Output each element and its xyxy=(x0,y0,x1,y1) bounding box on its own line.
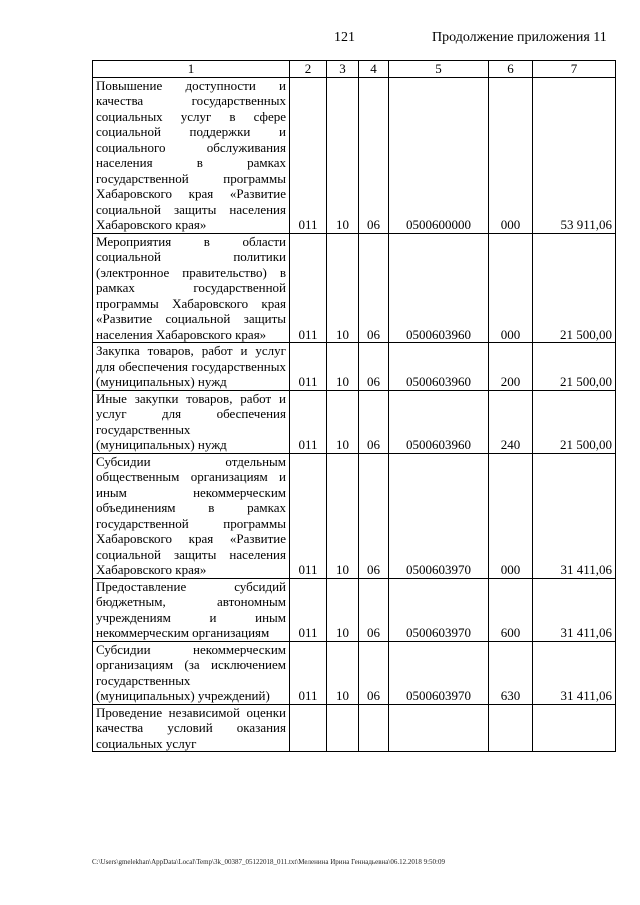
table-row xyxy=(93,453,616,578)
subsection-code: 06 xyxy=(359,641,389,704)
section-code xyxy=(327,704,359,752)
section-code: 10 xyxy=(327,390,359,453)
page-number: 121 xyxy=(334,30,355,45)
table-row xyxy=(93,233,616,343)
section-code: 10 xyxy=(327,453,359,578)
ministry-code: 011 xyxy=(290,453,327,578)
amount: 31 411,06 xyxy=(533,641,616,704)
expense-type-code: 240 xyxy=(489,390,533,453)
target-article-code: 0500600000 xyxy=(389,77,489,233)
expense-type-code: 630 xyxy=(489,641,533,704)
expense-type-code: 600 xyxy=(489,578,533,641)
subsection-code: 06 xyxy=(359,77,389,233)
column-header: 5 xyxy=(389,61,489,78)
file-path-footer: C:\Users\gmelekhan\AppData\Local\Temp\3k_00387_05122018_011.txt\Меленина Ирина Геннадьевна\06.12.2018 9:50:09 xyxy=(92,858,445,866)
subsection-code: 06 xyxy=(359,390,389,453)
target-article-code xyxy=(389,704,489,752)
column-header: 6 xyxy=(489,61,533,78)
ministry-code: 011 xyxy=(290,77,327,233)
row-description: Субсидии отдельным общественным организациям и иным некоммерческим объединениям в рамках государственной программы Хабаровского края «Развитие социальной защиты населения Хабаровского края» xyxy=(93,453,290,578)
section-code: 10 xyxy=(327,233,359,343)
amount: 31 411,06 xyxy=(533,453,616,578)
table-row xyxy=(93,77,616,233)
expense-type-code: 000 xyxy=(489,453,533,578)
column-header: 1 xyxy=(93,61,290,78)
row-description: Закупка товаров, работ и услуг для обеспечения государственных (муниципальных) нужд xyxy=(93,343,290,391)
subsection-code: 06 xyxy=(359,343,389,391)
target-article-code: 0500603970 xyxy=(389,641,489,704)
amount: 21 500,00 xyxy=(533,233,616,343)
amount: 21 500,00 xyxy=(533,390,616,453)
subsection-code: 06 xyxy=(359,578,389,641)
amount: 53 911,06 xyxy=(533,77,616,233)
section-code: 10 xyxy=(327,343,359,391)
subsection-code: 06 xyxy=(359,233,389,343)
row-description: Предоставление субсидий бюджетным, автономным учреждениям и иным некоммерческим организациям xyxy=(93,578,290,641)
section-code: 10 xyxy=(327,77,359,233)
target-article-code: 0500603970 xyxy=(389,578,489,641)
table-row xyxy=(93,390,616,453)
appendix-continuation-note: Продолжение приложения 11 xyxy=(432,30,607,45)
table-row xyxy=(93,343,616,391)
amount: 21 500,00 xyxy=(533,343,616,391)
expense-type-code: 000 xyxy=(489,77,533,233)
expense-type-code: 200 xyxy=(489,343,533,391)
row-description: Субсидии некоммерческим организациям (за исключением государственных (муниципальных) учреждений) xyxy=(93,641,290,704)
table-row xyxy=(93,578,616,641)
column-header: 2 xyxy=(290,61,327,78)
table-row xyxy=(93,704,616,752)
column-header: 3 xyxy=(327,61,359,78)
expense-type-code xyxy=(489,704,533,752)
ministry-code: 011 xyxy=(290,641,327,704)
ministry-code: 011 xyxy=(290,390,327,453)
target-article-code: 0500603960 xyxy=(389,233,489,343)
row-description: Мероприятия в области социальной политики (электронное правительство) в рамках государственной программы Хабаровского края «Развитие социальной защиты населения Хабаровского края» xyxy=(93,233,290,343)
ministry-code: 011 xyxy=(290,343,327,391)
amount xyxy=(533,704,616,752)
subsection-code: 06 xyxy=(359,453,389,578)
row-description: Проведение независимой оценки качества условий оказания социальных услуг xyxy=(93,704,290,752)
expense-type-code: 000 xyxy=(489,233,533,343)
column-header: 7 xyxy=(533,61,616,78)
subsection-code xyxy=(359,704,389,752)
column-header: 4 xyxy=(359,61,389,78)
row-description: Иные закупки товаров, работ и услуг для обеспечения государственных (муниципальных) нужд xyxy=(93,390,290,453)
ministry-code xyxy=(290,704,327,752)
amount: 31 411,06 xyxy=(533,578,616,641)
target-article-code: 0500603960 xyxy=(389,390,489,453)
ministry-code: 011 xyxy=(290,578,327,641)
target-article-code: 0500603960 xyxy=(389,343,489,391)
section-code: 10 xyxy=(327,641,359,704)
budget-table xyxy=(92,60,616,752)
ministry-code: 011 xyxy=(290,233,327,343)
section-code: 10 xyxy=(327,578,359,641)
row-description: Повышение доступности и качества государственных социальных услуг в сфере социальной поддержки и социального обслуживания населения в рамках государственной программы Хабаровского края «Развитие социальной защиты населения Хабаровского края» xyxy=(93,77,290,233)
target-article-code: 0500603970 xyxy=(389,453,489,578)
table-row xyxy=(93,641,616,704)
table-header-row xyxy=(93,61,616,78)
